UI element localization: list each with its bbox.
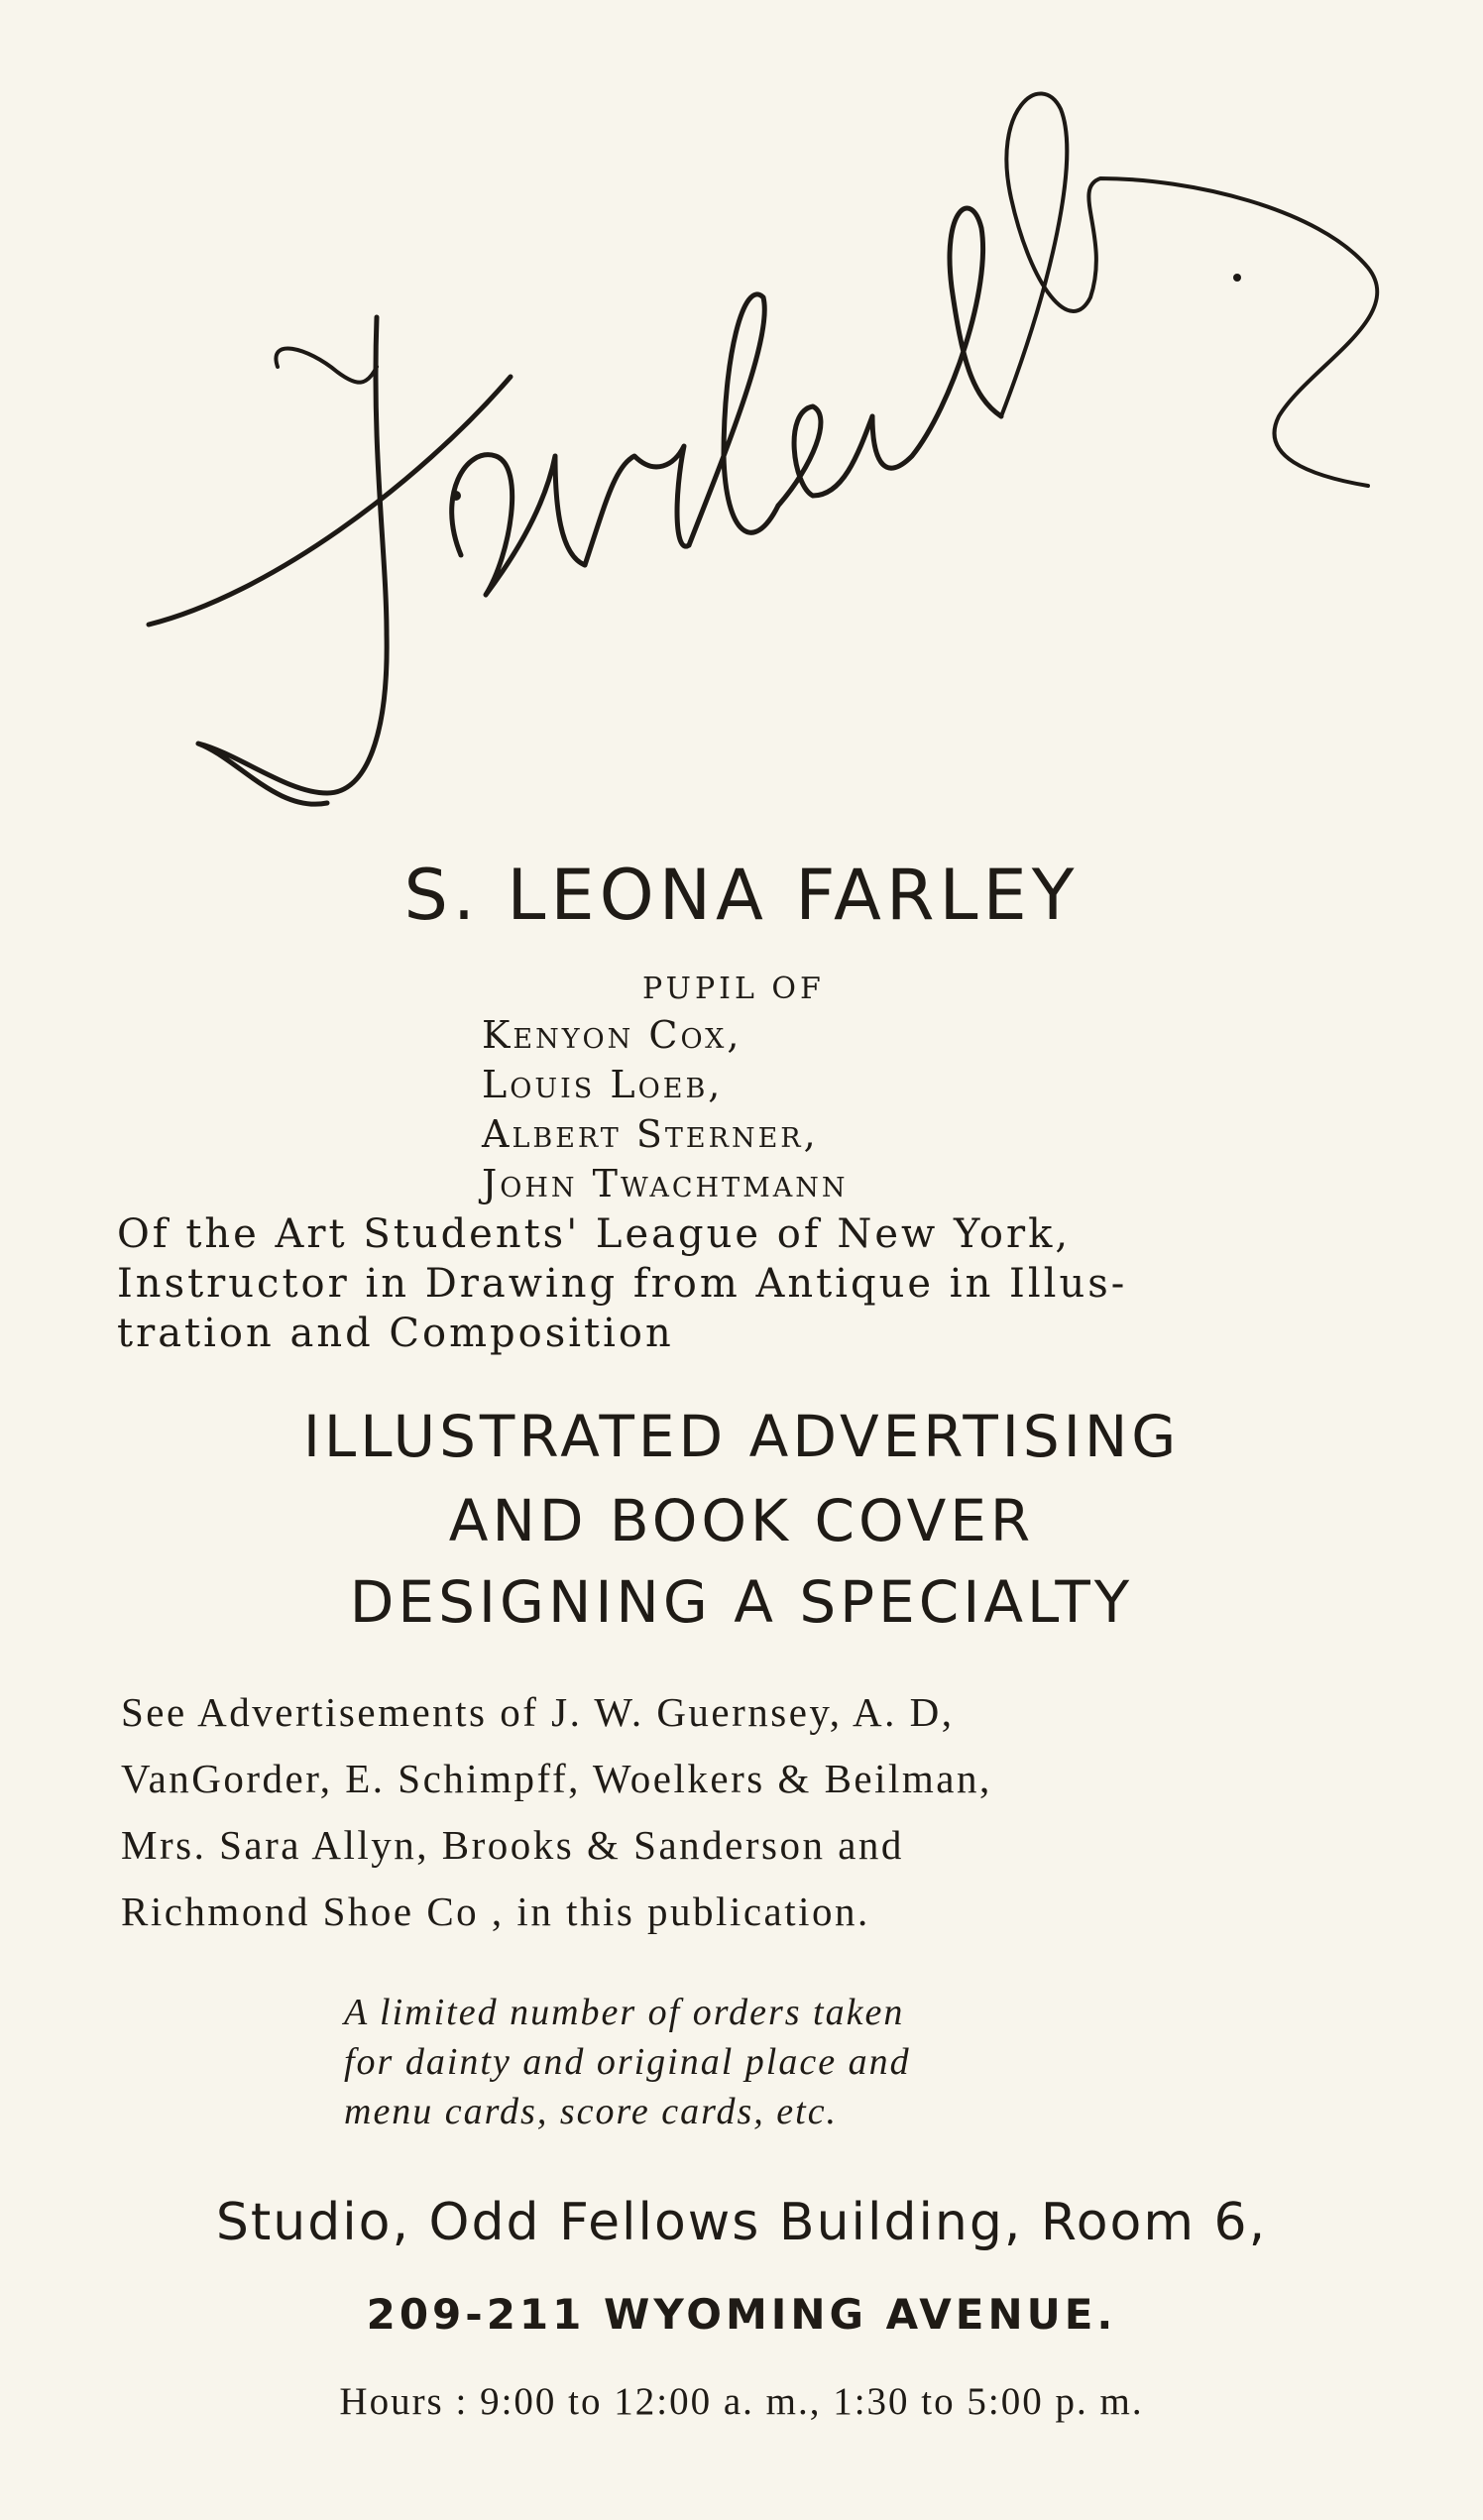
teacher-name: Louis Loeb, bbox=[482, 1063, 724, 1106]
advertisers-line: Richmond Shoe Co , in this publication. bbox=[121, 1889, 870, 1934]
street-address: 209-211 WYOMING AVENUE. bbox=[366, 2290, 1117, 2339]
pupil-of-label: PUPIL OF bbox=[642, 972, 825, 1006]
studio-location: Studio, Odd Fellows Building, Room 6, bbox=[215, 2193, 1268, 2252]
teacher-name: Albert Sterner, bbox=[482, 1112, 819, 1156]
orders-note: menu cards, score cards, etc. bbox=[344, 2091, 839, 2132]
specialty-heading: DESIGNING A SPECIALTY bbox=[349, 1568, 1134, 1636]
bio-line: Instructor in Drawing from Antique in Illus- bbox=[117, 1261, 1128, 1307]
specialty-heading: AND BOOK COVER bbox=[448, 1487, 1035, 1554]
specialty-heading: ILLUSTRATED ADVERTISING bbox=[302, 1403, 1181, 1470]
advertisers-line: VanGorder, E. Schimpff, Woelkers & Beilman, bbox=[121, 1756, 992, 1801]
advertisers-line: See Advertisements of J. W. Guernsey, A. D, bbox=[121, 1689, 955, 1735]
orders-note: A limited number of orders taken bbox=[344, 1992, 905, 2033]
bio-line: tration and Composition bbox=[117, 1311, 674, 1356]
office-hours: Hours : 9:00 to 12:00 a. m., 1:30 to 5:00 p. m. bbox=[339, 2380, 1144, 2423]
orders-note: for dainty and original place and bbox=[344, 2041, 911, 2083]
teacher-name: John Twachtmann bbox=[482, 1162, 849, 1205]
bio-line: Of the Art Students' League of New York, bbox=[117, 1211, 1072, 1257]
farley-signature bbox=[119, 40, 1437, 833]
teacher-name: Kenyon Cox, bbox=[482, 1013, 742, 1057]
advertisers-line: Mrs. Sara Allyn, Brooks & Sanderson and bbox=[121, 1822, 904, 1868]
artist-name: S. LEONA FARLEY bbox=[403, 855, 1080, 936]
